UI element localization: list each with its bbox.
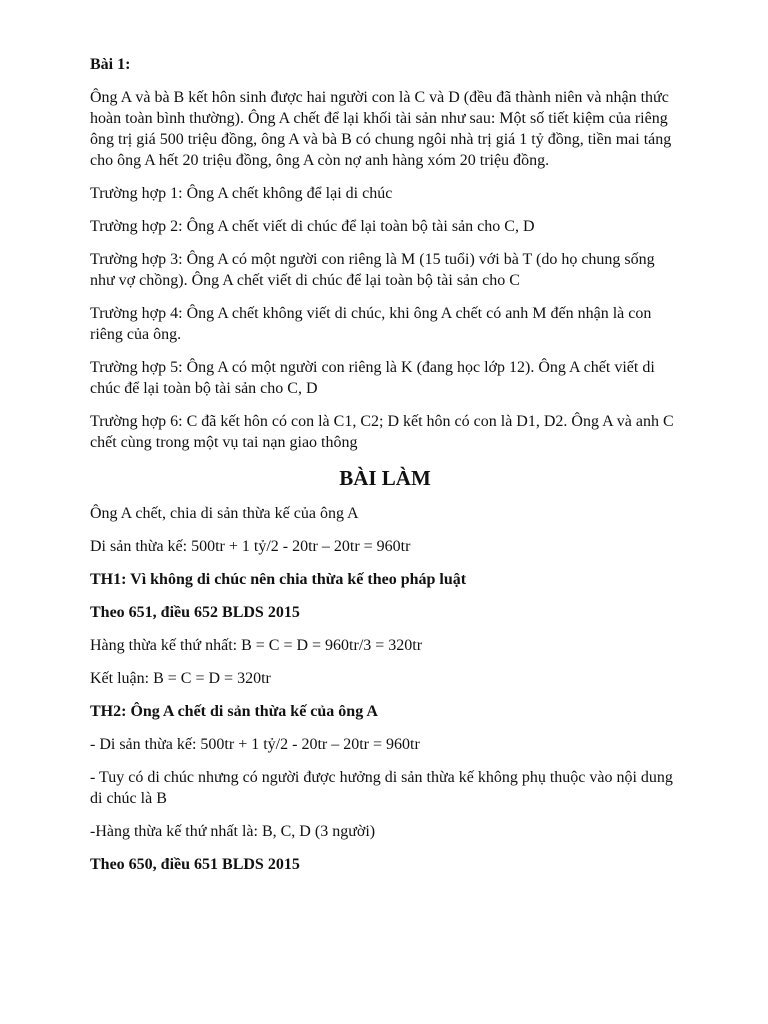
case-3: Trường hợp 3: Ông A có một người con riêng là M (15 tuổi) với bà T (do họ chung sống như vợ chồng). Ông A chết viết di chúc để lại toàn bộ tài sản cho C xyxy=(90,251,655,289)
th1-legal-basis: Theo 651, điều 652 BLDS 2015 xyxy=(90,604,300,621)
solution-heading: BÀI LÀM xyxy=(339,466,431,490)
case-5: Trường hợp 5: Ông A có một người con riêng là K (đang học lớp 12). Ông A chết viết di chúc để lại toàn bộ tài sản cho C, D xyxy=(90,359,655,397)
th2-heirs: -Hàng thừa kế thứ nhất là: B, C, D (3 người) xyxy=(90,823,376,840)
estate-calculation: Di sản thừa kế: 500tr + 1 tỷ/2 - 20tr – 20tr = 960tr xyxy=(90,538,411,555)
case-2: Trường hợp 2: Ông A chết viết di chúc để lại toàn bộ tài sản cho C, D xyxy=(90,218,535,235)
th2-title: TH2: Ông A chết di sản thừa kế của ông A xyxy=(90,703,378,720)
case-6: Trường hợp 6: C đã kết hôn có con là C1, C2; D kết hôn có con là D1, D2. Ông A và anh C chết cùng trong một vụ tai nạn giao thông xyxy=(90,413,674,451)
th2-estate: - Di sản thừa kế: 500tr + 1 tỷ/2 - 20tr – 20tr = 960tr xyxy=(90,736,420,753)
exercise-title: Bài 1: xyxy=(90,56,131,73)
th1-title: TH1: Vì không di chúc nên chia thừa kế theo pháp luật xyxy=(90,571,467,588)
case-4: Trường hợp 4: Ông A chết không viết di chúc, khi ông A chết có anh M đến nhận là con riêng của ông. xyxy=(90,305,652,343)
solution-intro: Ông A chết, chia di sản thừa kế của ông A xyxy=(90,505,359,522)
exercise-intro: Ông A và bà B kết hôn sinh được hai người con là C và D (đều đã thành niên và nhận thức hoàn toàn bình thường). Ông A chết để lại khối tài sản như sau: Một số tiết kiệm của riêng ông trị giá 500 triệu đồng, ông A và bà B có chung ngôi nhà trị giá 1 tỷ đồng, tiền mai táng cho ông A hết 20 triệu đồng, ông A còn nợ anh hàng xóm 20 triệu đồng. xyxy=(90,89,672,169)
case-1: Trường hợp 1: Ông A chết không để lại di chúc xyxy=(90,185,393,202)
th1-first-heirs: Hàng thừa kế thứ nhất: B = C = D = 960tr/3 = 320tr xyxy=(90,637,423,654)
document-body xyxy=(90,54,680,887)
th2-legal-basis: Theo 650, điều 651 BLDS 2015 xyxy=(90,856,300,873)
th1-conclusion: Kết luận: B = C = D = 320tr xyxy=(90,670,271,687)
th2-note: - Tuy có di chúc nhưng có người được hưởng di sản thừa kế không phụ thuộc vào nội dung di chúc là B xyxy=(90,769,673,807)
